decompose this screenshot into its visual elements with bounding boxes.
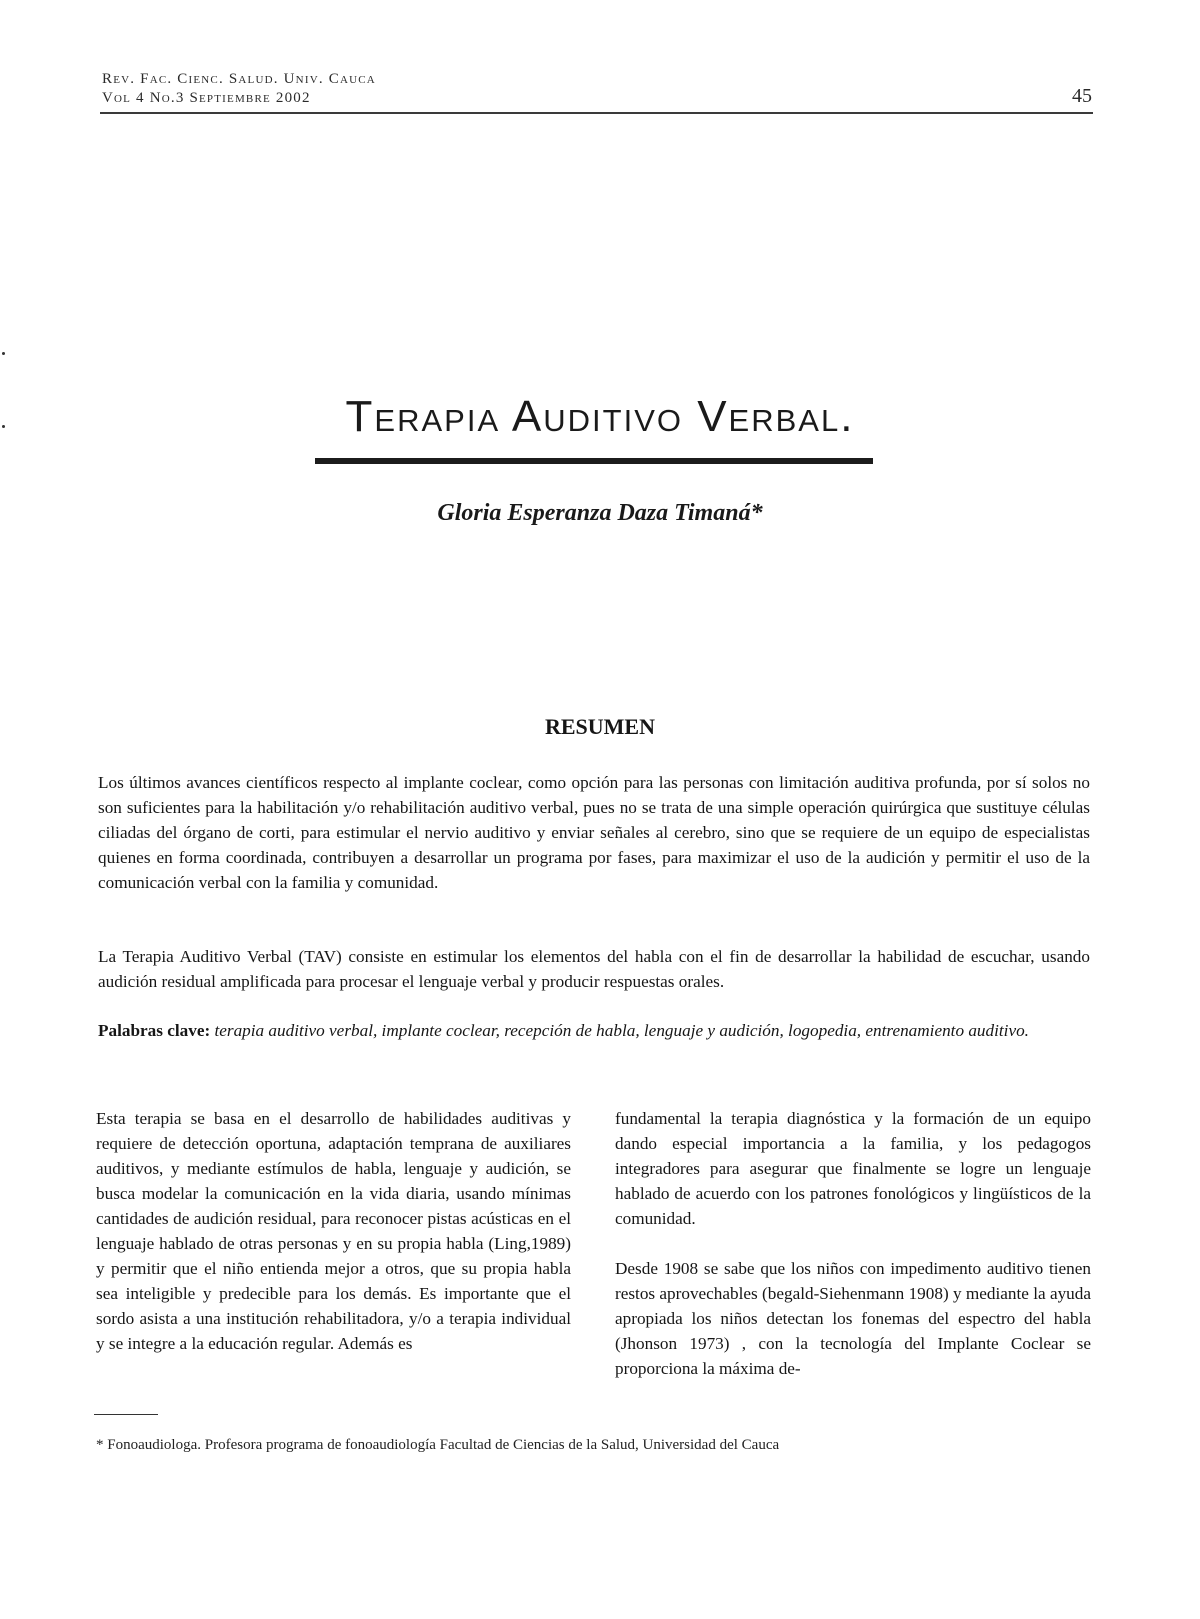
footnote: * Fonoaudiologa. Profesora programa de fonoaudiología Facultad de Ciencias de la Salud, Universidad del Cauca <box>96 1437 780 1453</box>
body-paragraph: Esta terapia se basa en el desarrollo de habilidades auditivas y requiere de detección oportuna, adaptación temprana de auxiliares auditivos, y mediante estímulos de habla, lenguaje y audición, se busca modelar la comunicación en la vida diaria, usando mínimas cantidades de audición residual, para reconocer pistas acústicas en el lenguaje hablado de otras personas y en su propia habla (Ling,1989) y permitir que el niño entienda mejor a otros, que su propia habla sea inteligible y predecible para los demás. Es importante que el sordo asista a una institución rehabilitadora, y/o a terapia individual y se integre a la educación regular. Además es <box>96 1109 571 1353</box>
page-number: 45 <box>1072 85 1092 107</box>
journal-volume: Vol 4 No.3 Septiembre 2002 <box>102 90 311 106</box>
abstract-paragraph-2: La Terapia Auditivo Verbal (TAV) consiste en estimular los elementos del habla con el fin de desarrollar la habilidad de escuchar, usando audición residual amplificada para procesar el lenguaje verbal y producir respuestas orales. <box>98 947 1090 991</box>
margin-mark <box>2 352 5 355</box>
footnote-rule <box>94 1414 158 1415</box>
keywords-text: terapia auditivo verbal, implante coclear, recepción de habla, lenguaje y audición, logopedia, entrenamiento auditivo. <box>214 1021 1029 1040</box>
header-rule <box>100 112 1093 114</box>
abstract-paragraph-1: Los últimos avances científicos respecto al implante coclear, como opción para las personas con limitación auditiva profunda, por sí solos no son suficientes para la habilitación y/o rehabilitación auditivo verbal, pues no se trata de una simple operación quirúrgica que sustituye células ciliadas del órgano de corti, para estimular el nervio auditivo y enviar señales al cerebro, sino que se requiere de un equipo de especialistas quienes en forma coordinada, contribuyen a desarrollar un programa por fases, para maximizar el uso de la audición y permitir el uso de la comunicación verbal con la familia y comunidad. <box>98 773 1090 892</box>
journal-citation <box>102 70 376 108</box>
body-paragraph: Desde 1908 se sabe que los niños con impedimento auditivo tienen restos aprovechables (begald-Siehenmann 1908) y mediante la ayuda apropiada los niños detectan los fonemas del espectro del habla (Jhonson 1973) , con la tecnología del Implante Coclear se proporciona la máxima de- <box>615 1259 1091 1378</box>
abstract-heading: RESUMEN <box>544 714 655 739</box>
journal-name: Rev. Fac. Cienc. Salud. Univ. Cauca <box>102 71 376 87</box>
author-name: Gloria Esperanza Daza Timaná* <box>437 500 763 526</box>
body-left-column <box>96 1106 571 1356</box>
keywords <box>98 1018 1090 1043</box>
body-paragraph: fundamental la terapia diagnóstica y la formación de un equipo dando especial importancia a la familia, y los pedagogos integradores para asegurar que finalmente se logre un lenguaje hablado de acuerdo con los patrones fonológicos y lingüísticos de la comunidad. <box>615 1109 1091 1228</box>
title-underline <box>315 458 873 464</box>
body-right-column <box>615 1106 1091 1381</box>
article-title: Terapia Auditivo Verbal. <box>345 392 855 441</box>
keywords-label: Palabras clave: <box>98 1021 211 1040</box>
